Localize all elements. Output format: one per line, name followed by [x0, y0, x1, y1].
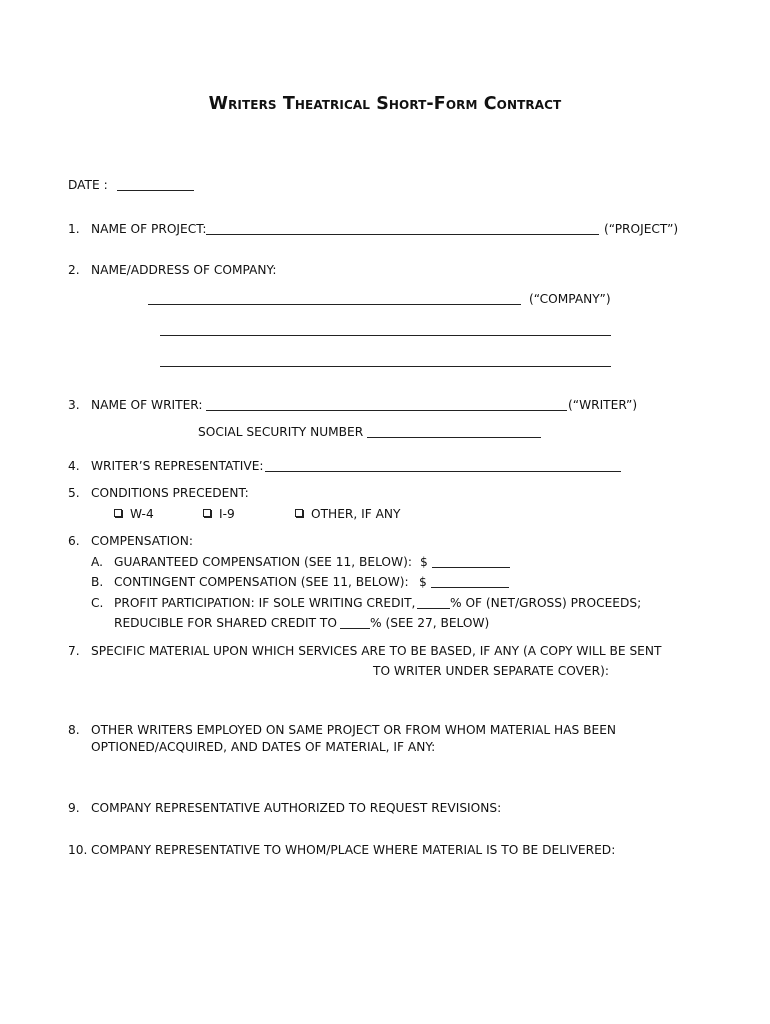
company-address-field-2[interactable] — [160, 366, 611, 367]
writer-name-label: NAME OF WRITER: — [91, 398, 203, 412]
i9-option[interactable] — [203, 506, 235, 522]
guaranteed-currency: $ — [420, 555, 428, 569]
comp-c-letter: C. — [91, 596, 104, 610]
comp-a-letter: A. — [91, 555, 103, 569]
shared-credit-percent-field[interactable] — [340, 628, 370, 629]
company-suffix: (“COMPANY”) — [529, 292, 611, 306]
contingent-comp-label: CONTINGENT COMPENSATION (SEE 11, BELOW): — [114, 575, 409, 589]
item-number-5: 5. — [68, 486, 80, 500]
item-number-4: 4. — [68, 459, 80, 473]
ssn-label: SOCIAL SECURITY NUMBER — [198, 425, 364, 439]
specific-material-label: SPECIFIC MATERIAL UPON WHICH SERVICES ARE TO BE BASED, IF ANY (A COPY WILL BE SENT — [91, 644, 662, 658]
writer-rep-label: WRITER’S REPRESENTATIVE: — [91, 459, 264, 473]
date-label: DATE : — [68, 178, 108, 192]
item-number-1: 1. — [68, 222, 80, 236]
writer-rep-field[interactable] — [265, 471, 621, 472]
profit-participation-label: PROFIT PARTICIPATION: IF SOLE WRITING CREDIT, — [114, 596, 416, 610]
item-number-7: 7. — [68, 644, 80, 658]
writer-name-field[interactable] — [206, 410, 567, 411]
project-suffix: (“PROJECT”) — [604, 222, 679, 236]
other-option[interactable] — [295, 506, 401, 522]
item-number-8: 8. — [68, 723, 80, 737]
other-checkbox[interactable] — [295, 509, 303, 517]
item-number-3: 3. — [68, 398, 80, 412]
item-number-10: 10. — [68, 843, 88, 857]
w4-checkbox[interactable] — [114, 509, 122, 517]
guaranteed-comp-label: GUARANTEED COMPENSATION (SEE 11, BELOW): — [114, 555, 412, 569]
contingent-currency: $ — [419, 575, 427, 589]
ssn-field[interactable] — [367, 437, 541, 438]
specific-material-label-cont: TO WRITER UNDER SEPARATE COVER): — [373, 664, 609, 678]
shared-credit-label: REDUCIBLE FOR SHARED CREDIT TO — [114, 616, 337, 630]
conditions-label: CONDITIONS PRECEDENT: — [91, 486, 249, 500]
item-number-9: 9. — [68, 801, 80, 815]
w4-label: W-4 — [130, 507, 154, 521]
writer-suffix: (“WRITER”) — [568, 398, 638, 412]
w4-option[interactable] — [114, 506, 154, 522]
profit-participation-suffix: % OF (NET/GROSS) PROCEEDS; — [450, 596, 642, 610]
other-writers-label-cont: OPTIONED/ACQUIRED, AND DATES OF MATERIAL, IF ANY: — [91, 740, 436, 754]
contingent-comp-field[interactable] — [431, 587, 509, 588]
company-rep-revisions-label: COMPANY REPRESENTATIVE AUTHORIZED TO REQUEST REVISIONS: — [91, 801, 502, 815]
date-field[interactable] — [117, 190, 194, 191]
shared-credit-suffix: % (SEE 27, BELOW) — [370, 616, 490, 630]
item-number-2: 2. — [68, 263, 80, 277]
project-name-field[interactable] — [206, 234, 599, 235]
project-name-label: NAME OF PROJECT: — [91, 222, 207, 236]
document-title: Writers Theatrical Short-Form Contract — [208, 94, 562, 114]
i9-checkbox[interactable] — [203, 509, 211, 517]
company-address-field-1[interactable] — [160, 335, 611, 336]
company-name-field[interactable] — [148, 304, 521, 305]
other-writers-label: OTHER WRITERS EMPLOYED ON SAME PROJECT OR FROM WHOM MATERIAL HAS BEEN — [91, 723, 617, 737]
comp-b-letter: B. — [91, 575, 104, 589]
compensation-label: COMPENSATION: — [91, 534, 193, 548]
guaranteed-comp-field[interactable] — [432, 567, 510, 568]
company-rep-delivery-label: COMPANY REPRESENTATIVE TO WHOM/PLACE WHERE MATERIAL IS TO BE DELIVERED: — [91, 843, 616, 857]
sole-credit-percent-field[interactable] — [417, 608, 450, 609]
company-label: NAME/ADDRESS OF COMPANY: — [91, 263, 277, 277]
item-number-6: 6. — [68, 534, 80, 548]
i9-label: I-9 — [219, 507, 235, 521]
other-label: OTHER, IF ANY — [311, 507, 401, 521]
